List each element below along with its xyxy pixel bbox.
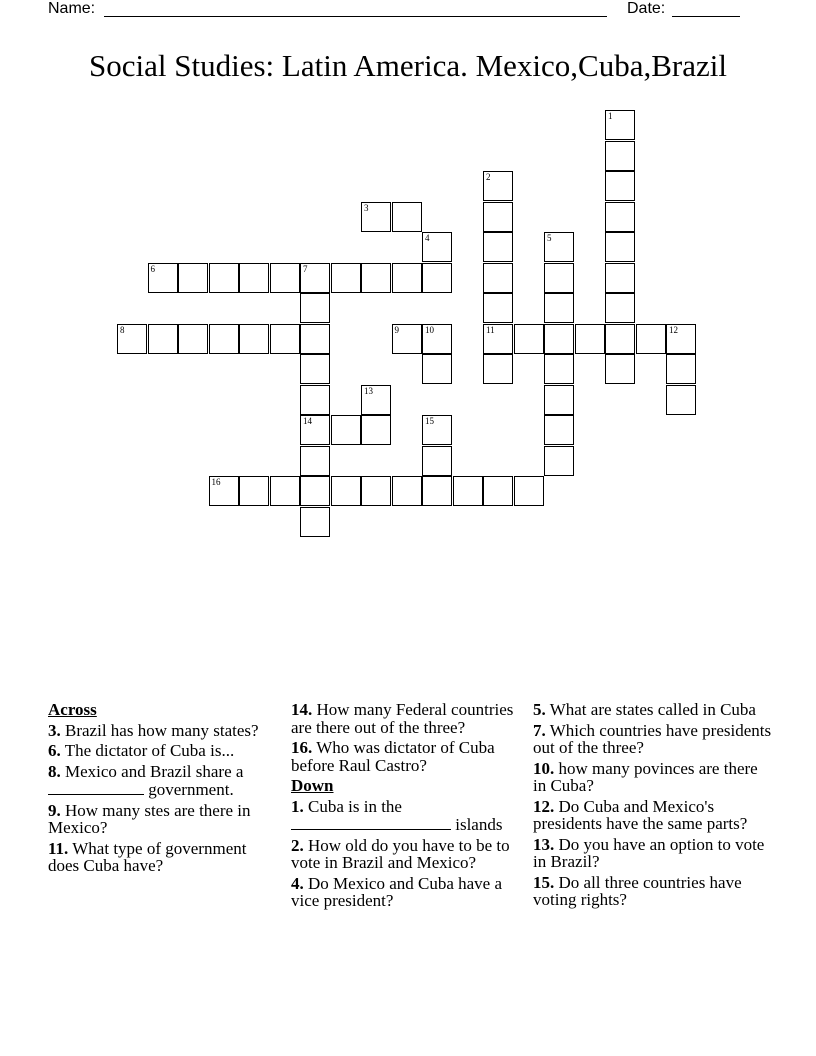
crossword-cell[interactable]	[270, 324, 300, 354]
crossword-cell[interactable]	[239, 476, 269, 506]
crossword-cell[interactable]	[209, 476, 239, 506]
crossword-cell[interactable]	[361, 202, 391, 232]
clue-down-1	[291, 798, 531, 834]
crossword-cell[interactable]	[544, 293, 574, 323]
clue-text: islands	[455, 815, 503, 834]
crossword-cell[interactable]	[483, 263, 513, 293]
cell-number: 12	[669, 324, 678, 335]
crossword-cell[interactable]	[239, 324, 269, 354]
crossword-cell[interactable]	[300, 385, 330, 415]
crossword-cell[interactable]	[514, 476, 544, 506]
clues-column-2	[291, 701, 531, 913]
clue-across-11	[48, 840, 280, 875]
crossword-cell[interactable]	[209, 263, 239, 293]
clue-text: Mexico and Brazil share a	[65, 761, 244, 781]
crossword-cell[interactable]	[148, 324, 178, 354]
crossword-cell[interactable]	[483, 202, 513, 232]
crossword-cell[interactable]	[666, 385, 696, 415]
clue-number: 12.	[533, 796, 555, 816]
clue-down-2	[291, 837, 531, 872]
crossword-cell[interactable]	[361, 415, 391, 445]
crossword-cell[interactable]	[605, 110, 635, 140]
crossword-cell[interactable]	[300, 324, 330, 354]
crossword-cell[interactable]	[636, 324, 666, 354]
crossword-cell[interactable]	[544, 385, 574, 415]
clue-number: 5.	[533, 700, 546, 719]
clue-text: Cuba is in the	[308, 796, 402, 816]
crossword-cell[interactable]	[605, 324, 635, 354]
crossword-cell[interactable]	[148, 263, 178, 293]
clue-across-6	[48, 742, 280, 760]
clue-across-8	[48, 763, 280, 799]
cell-number: 2	[486, 172, 491, 182]
clue-down-7	[533, 722, 773, 757]
crossword-cell[interactable]	[605, 263, 635, 293]
crossword-cell[interactable]	[605, 232, 635, 262]
clue-number: 14.	[291, 700, 313, 719]
crossword-cell[interactable]	[483, 171, 513, 201]
clue-text: The dictator of Cuba is...	[64, 741, 235, 760]
cell-number: 8	[120, 324, 125, 335]
crossword-cell[interactable]	[605, 293, 635, 323]
cell-number: 6	[150, 263, 155, 274]
clue-number: 1.	[291, 796, 304, 816]
clue-number: 16.	[291, 738, 313, 757]
clue-down-12	[533, 798, 773, 833]
crossword-cell[interactable]	[392, 263, 422, 293]
crossword-cell[interactable]	[483, 354, 513, 384]
crossword-cell[interactable]	[239, 263, 269, 293]
clue-number: 13.	[533, 834, 555, 854]
crossword-cell[interactable]	[453, 476, 483, 506]
clue-text: Do you have an option to vote in Brazil?	[533, 834, 765, 871]
clue-number: 2.	[291, 835, 304, 855]
clue-text: government.	[148, 780, 234, 799]
clue-text: Brazil has how many states?	[65, 720, 259, 740]
crossword-cell[interactable]	[422, 263, 452, 293]
crossword-cell[interactable]	[178, 263, 208, 293]
clue-text: how many povinces are there in Cuba?	[533, 758, 758, 795]
crossword-cell[interactable]	[331, 476, 361, 506]
crossword-cell[interactable]	[361, 263, 391, 293]
clue-number: 3.	[48, 720, 61, 740]
crossword-cell[interactable]	[361, 385, 391, 415]
clue-number: 11.	[48, 838, 69, 858]
crossword-cell[interactable]	[483, 476, 513, 506]
crossword-cell[interactable]	[331, 263, 361, 293]
crossword-cell[interactable]	[666, 324, 696, 354]
crossword-cell[interactable]	[117, 324, 147, 354]
crossword-cell[interactable]	[300, 354, 330, 384]
crossword-cell[interactable]	[300, 293, 330, 323]
crossword-cell[interactable]	[300, 415, 330, 445]
clue-text: Which countries have presidents out of the three?	[533, 720, 772, 757]
crossword-cell[interactable]	[605, 354, 635, 384]
cell-number: 4	[425, 233, 430, 243]
answer-blank	[291, 815, 451, 830]
crossword-cell[interactable]	[483, 232, 513, 262]
cell-number: 1	[608, 111, 613, 121]
crossword-cell[interactable]	[422, 415, 452, 445]
crossword-cell[interactable]	[514, 324, 544, 354]
crossword-cell[interactable]	[422, 446, 452, 476]
crossword-cell[interactable]	[483, 293, 513, 323]
crossword-cell[interactable]	[300, 507, 330, 537]
across-heading: Across	[48, 700, 97, 719]
clue-text: How old do you have to be to vote in Brazil and Mexico?	[291, 835, 510, 872]
clue-text: How many stes are there in Mexico?	[48, 800, 251, 837]
crossword-cell[interactable]	[422, 354, 452, 384]
crossword-cell[interactable]	[544, 415, 574, 445]
crossword-cell[interactable]	[331, 415, 361, 445]
crossword-cell[interactable]	[605, 141, 635, 171]
clues-column-1	[48, 701, 280, 878]
crossword-cell[interactable]	[392, 202, 422, 232]
clue-down-5	[533, 701, 773, 719]
clue-down-4	[291, 875, 531, 910]
crossword-cell[interactable]	[422, 324, 452, 354]
crossword-cell[interactable]	[544, 232, 574, 262]
clue-text: How many Federal countries are there out of the three?	[291, 700, 514, 737]
clue-number: 9.	[48, 800, 61, 820]
clue-number: 4.	[291, 873, 304, 893]
clue-across-16	[291, 739, 531, 774]
crossword-cell[interactable]	[300, 476, 330, 506]
clue-across-9	[48, 802, 280, 837]
clue-text: What type of government does Cuba have?	[48, 838, 247, 875]
clue-text: What are states called in Cuba	[549, 700, 756, 719]
crossword-cell[interactable]	[544, 354, 574, 384]
cell-number: 14	[303, 416, 312, 426]
clue-down-10	[533, 760, 773, 795]
page-title: Social Studies: Latin America. Mexico,Cuba,Brazil	[89, 48, 727, 83]
clue-number: 7.	[533, 720, 546, 740]
crossword-cell[interactable]	[544, 446, 574, 476]
crossword-cell[interactable]	[392, 324, 422, 354]
cell-number: 10	[425, 324, 434, 335]
crossword-cell[interactable]	[605, 202, 635, 232]
cell-number: 3	[364, 202, 369, 213]
clue-text: Do Cuba and Mexico's presidents have the same parts?	[533, 796, 748, 833]
crossword-cell[interactable]	[544, 263, 574, 293]
crossword-cell[interactable]	[605, 171, 635, 201]
crossword-cell[interactable]	[422, 476, 452, 506]
crossword-cell[interactable]	[483, 324, 513, 354]
cell-number: 15	[425, 416, 434, 426]
crossword-cell[interactable]	[209, 324, 239, 354]
answer-blank	[48, 780, 144, 795]
crossword-cell[interactable]	[270, 476, 300, 506]
name-label: Name:	[48, 0, 96, 17]
clue-number: 6.	[48, 741, 61, 760]
crossword-cell[interactable]	[575, 324, 605, 354]
crossword-cell[interactable]	[361, 476, 391, 506]
clue-across-3	[48, 722, 280, 740]
crossword-cell[interactable]	[300, 446, 330, 476]
crossword-cell[interactable]	[300, 263, 330, 293]
cell-number: 11	[486, 324, 495, 335]
clue-text: Do Mexico and Cuba have a vice president?	[291, 873, 503, 910]
cell-number: 9	[394, 324, 399, 335]
clue-number: 10.	[533, 758, 555, 778]
clue-across-14	[291, 701, 531, 736]
cell-number: 13	[364, 385, 373, 396]
crossword-cell[interactable]	[392, 476, 422, 506]
clue-text: Who was dictator of Cuba before Raul Castro?	[291, 738, 495, 775]
date-label: Date:	[627, 0, 666, 17]
crossword-cell[interactable]	[666, 354, 696, 384]
crossword-cell[interactable]	[544, 324, 574, 354]
crossword-cell[interactable]	[422, 232, 452, 262]
clue-down-13	[533, 836, 773, 871]
down-heading: Down	[291, 776, 334, 795]
clue-down-15	[533, 874, 773, 909]
cell-number: 7	[303, 263, 308, 274]
crossword-cell[interactable]	[270, 263, 300, 293]
clue-number: 8.	[48, 761, 61, 781]
clue-text: Do all three countries have voting rights?	[533, 872, 742, 909]
cell-number: 16	[211, 477, 221, 487]
crossword-cell[interactable]	[178, 324, 208, 354]
clues-column-3	[533, 701, 773, 912]
cell-number: 5	[547, 233, 552, 243]
clue-number: 15.	[533, 872, 555, 892]
